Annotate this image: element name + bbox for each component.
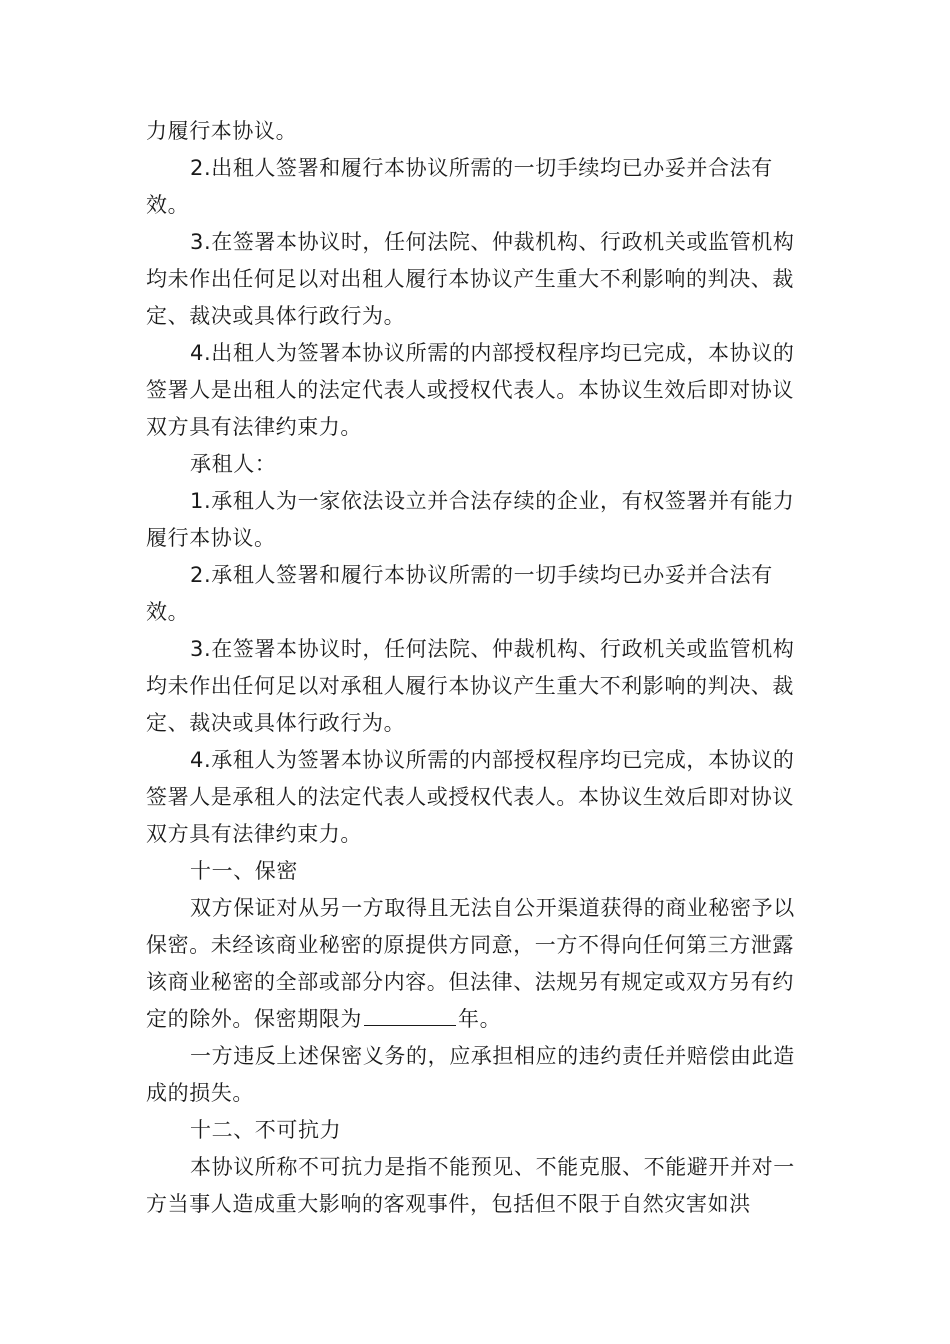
paragraph: 本协议所称不可抗力是指不能预见、不能克服、不能避开并对一方当事人造成重大影响的客观事件，包括但不限于自然灾害如洪 [146, 1155, 795, 1216]
paragraph: 力履行本协议。 [146, 119, 298, 143]
section-heading-force-majeure: 十二、不可抗力 [190, 1118, 342, 1142]
blank-fill-line [364, 1003, 456, 1026]
paragraph: 3.在签署本协议时，任何法院、仲裁机构、行政机关或监管机构均未作出任何足以对承租人履行本协议产生重大不利影响的判决、裁定、裁决或具体行政行为。 [146, 637, 795, 735]
paragraph-confidentiality-term [146, 890, 806, 1038]
paragraph: 2.承租人签署和履行本协议所需的一切手续均已办妥并合法有效。 [146, 563, 773, 624]
paragraph: 一方违反上述保密义务的，应承担相应的违约责任并赔偿由此造成的损失。 [146, 1044, 795, 1105]
section-label-lessee: 承租人： [190, 452, 277, 476]
document-body [146, 113, 806, 1223]
paragraph: 2.出租人签署和履行本协议所需的一切手续均已办妥并合法有效。 [146, 156, 773, 217]
paragraph: 1.承租人为一家依法设立并合法存续的企业，有权签署并有能力履行本协议。 [146, 489, 795, 550]
confidentiality-text: 双方保证对从另一方取得且无法自公开渠道获得的商业秘密予以保密。未经该商业秘密的原提供方同意，一方不得向任何第三方泄露该商业秘密的全部或部分内容。但法律、法规另有规定或双方另有约定的除外。保密期限为 [146, 896, 795, 1031]
paragraph: 4.出租人为签署本协议所需的内部授权程序均已完成，本协议的签署人是出租人的法定代表人或授权代表人。本协议生效后即对协议双方具有法律约束力。 [146, 341, 795, 439]
paragraph: 3.在签署本协议时，任何法院、仲裁机构、行政机关或监管机构均未作出任何足以对出租人履行本协议产生重大不利影响的判决、裁定、裁决或具体行政行为。 [146, 230, 795, 328]
section-heading-confidentiality: 十一、保密 [190, 859, 298, 883]
paragraph: 4.承租人为签署本协议所需的内部授权程序均已完成，本协议的签署人是承租人的法定代表人或授权代表人。本协议生效后即对协议双方具有法律约束力。 [146, 748, 795, 846]
confidentiality-text-suffix: 年。 [458, 1007, 502, 1031]
